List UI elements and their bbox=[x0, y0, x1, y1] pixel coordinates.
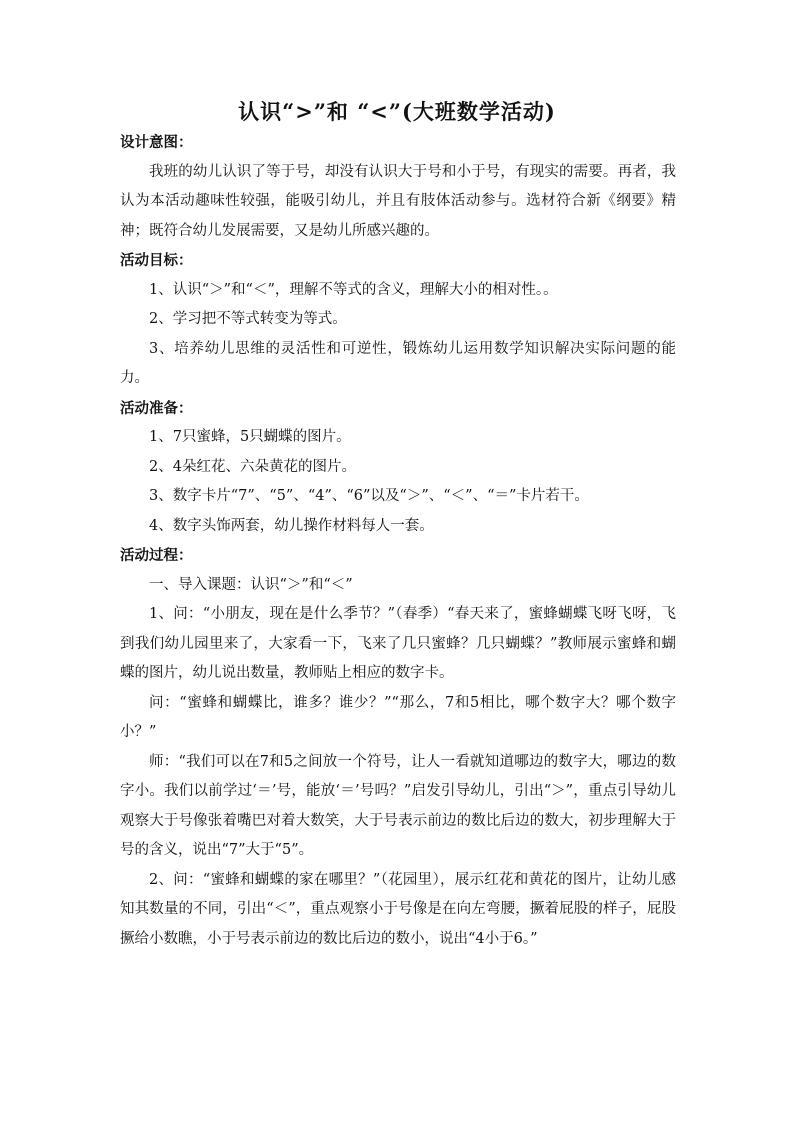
prep-item-3: 3、数字卡片“7”、“5”、“4”、“6”以及“＞”、“＜”、“＝”卡片若干。 bbox=[149, 488, 589, 504]
process-step-1: 1、问：“小朋友，现在是什么季节？”（春季）“春天来了，蜜蜂蝴蝶飞呀飞呀，飞到我们幼儿园里来了，大家看一下，飞来了几只蜜蜂？几只蝴蝶？”教师展示蜜蜂和蝴蝶的图片，幼儿说出数量，教师贴上相应的数字卡。 bbox=[120, 606, 676, 681]
process-step-intro: 一、导入课题：认识“＞”和“＜” bbox=[149, 576, 353, 593]
prep-item-2: 2、4朵红花、六朵黄花的图片。 bbox=[149, 458, 356, 475]
goal-item-3: 3、培养幼儿思维的灵活性和可逆性，锻炼幼儿运用数学知识解决实际问题的能力。 bbox=[120, 340, 676, 386]
document-title: 认识“>”和 “<”(大班数学活动) bbox=[238, 99, 556, 124]
section-heading-prep: 活动准备： bbox=[120, 399, 193, 417]
prep-item-1: 1、7只蜜蜂，5只蝴蝶的图片。 bbox=[149, 429, 351, 445]
process-step-2: 2、问：“蜜蜂和蝴蝶的家在哪里？”（花园里），展示红花和黄花的图片，让幼儿感知其数量的不同，引出“＜”，重点观察小于号像是在向左弯腰，撅着屁股的样子，屁股撅给小数瞧，小于号表示前边的数比后边的数小，说出“4小于6。” bbox=[120, 871, 676, 947]
process-step-question: 问：“蜜蜂和蝴蝶比，谁多？谁少？”“那么，7和5相比，哪个数字大？哪个数字小？” bbox=[120, 694, 676, 740]
process-step-teacher: 师：“我们可以在7和5之间放一个符号，让人一看就知道哪边的数字大，哪边的数字小。我们以前学过‘＝’号，能放‘＝’号吗？”启发引导幼儿，引出“＞”，重点引导幼儿观察大于号像张着嘴巴对着大数笑，大于号表示前边的数比后边的数大，初步理解大于号的含义，说出“7”大于“5”。 bbox=[120, 753, 676, 858]
design-paragraph: 我班的幼儿认识了等于号，却没有认识大于号和小于号，有现实的需要。再者，我认为本活动趣味性较强，能吸引幼儿，并且有肢体活动参与。选材符合新《纲要》精神；既符合幼儿发展需要，又是幼儿所感兴趣的。 bbox=[120, 163, 676, 239]
section-heading-design: 设计意图： bbox=[120, 134, 193, 151]
section-heading-process: 活动过程： bbox=[120, 547, 193, 564]
section-heading-goals: 活动目标： bbox=[120, 252, 193, 269]
document-body bbox=[120, 128, 676, 954]
goal-item-1: 1、认识“＞”和“＜”，理解不等式的含义，理解大小的相对性。。 bbox=[149, 281, 558, 298]
prep-item-4: 4、数字头饰两套，幼儿操作材料每人一套。 bbox=[149, 517, 434, 534]
goal-item-2: 2、学习把不等式转变为等式。 bbox=[149, 311, 347, 327]
